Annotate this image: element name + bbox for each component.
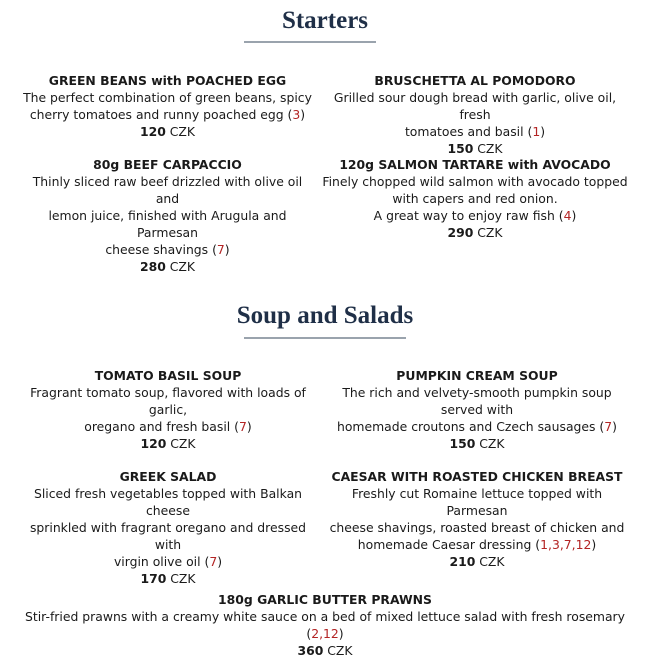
price-currency: CZK: [477, 141, 503, 156]
description-line: Fragrant tomato soup, flavored with loads of garlic,: [30, 385, 306, 417]
item-price: [320, 140, 630, 157]
allergen-codes: 4: [563, 208, 572, 223]
item-name: 180g GARLIC BUTTER PRAWNS: [218, 592, 432, 607]
item-description: Finely chopped wild salmon with avocado topped with capers and red onion. A great way to enjoy raw fish (4): [322, 174, 628, 223]
section-divider: [244, 337, 406, 339]
section-title-starters: Starters: [281, 7, 369, 34]
description-line: Sliced fresh vegetables topped with Balkan cheese: [33, 486, 303, 518]
price-amount: 120: [140, 436, 167, 451]
allergen-codes: 1: [532, 124, 541, 139]
description-line: homemade croutons and Czech sausages: [336, 419, 596, 434]
price-amount: 150: [449, 436, 476, 451]
price-currency: CZK: [479, 436, 505, 451]
item-price: [320, 224, 630, 241]
item-name: 120g SALMON TARTARE with AVOCADO: [339, 157, 611, 172]
menu-item: [18, 367, 318, 452]
section-divider: [244, 41, 376, 43]
item-name: CAESAR WITH ROASTED CHICKEN BREAST: [331, 469, 623, 484]
description-line: Freshly cut Romaine lettuce topped with Parmesan: [351, 486, 603, 518]
price-currency: CZK: [327, 643, 353, 658]
description-line: lemon juice, finished with Arugula and Parmesan: [48, 208, 287, 240]
item-name: TOMATO BASIL SOUP: [94, 368, 242, 383]
item-description: Grilled sour dough bread with garlic, olive oil, fresh tomatoes and basil (1): [333, 90, 617, 139]
description-line: tomatoes and basil: [404, 124, 524, 139]
description-line: Grilled sour dough bread with garlic, olive oil, fresh: [333, 90, 617, 122]
menu-item: [320, 72, 630, 157]
price-currency: CZK: [169, 124, 196, 139]
price-amount: 360: [297, 643, 324, 658]
price-amount: 210: [449, 554, 476, 569]
item-description: The rich and velvety-smooth pumpkin soup served with homemade croutons and Czech sausages (7): [336, 385, 617, 434]
allergen-codes: 1,3,7,12: [540, 537, 592, 552]
description-line: cherry tomatoes and runny poached egg: [29, 107, 284, 122]
item-name: BRUSCHETTA AL POMODORO: [374, 73, 576, 88]
description-line: cheese shavings, roasted breast of chicken and: [329, 520, 625, 535]
item-description: Stir-fried prawns with a creamy white sauce on a bed of mixed lettuce salad with fresh rosemary (2,12): [25, 609, 625, 641]
description-line: A great way to enjoy raw fish: [373, 208, 555, 223]
item-name: GREEN BEANS with POACHED EGG: [48, 73, 287, 88]
description-line: The rich and velvety-smooth pumpkin soup served with: [342, 385, 612, 417]
menu-item: [18, 468, 318, 587]
menu-item: [10, 591, 640, 659]
description-line: cheese shavings: [105, 242, 209, 257]
item-price: [10, 642, 640, 659]
allergen-codes: 7: [216, 242, 225, 257]
menu-item: [320, 156, 630, 241]
price-amount: 150: [447, 141, 474, 156]
item-price: [320, 553, 634, 570]
description-line: Stir-fried prawns with a creamy white sauce on a bed of mixed lettuce salad with fresh rosemary: [25, 609, 625, 624]
menu-item: [320, 367, 634, 452]
price-currency: CZK: [170, 436, 196, 451]
item-name: 80g BEEF CARPACCIO: [93, 157, 242, 172]
item-description: The perfect combination of green beans, spicy cherry tomatoes and runny poached egg (3): [23, 90, 312, 122]
allergen-codes: 2,12: [311, 626, 339, 641]
item-price: [320, 435, 634, 452]
item-price: [20, 123, 315, 140]
price-currency: CZK: [169, 259, 196, 274]
price-currency: CZK: [170, 571, 196, 586]
description-line: The perfect combination of green beans, spicy: [23, 90, 312, 105]
menu-item: [20, 156, 315, 275]
item-description: Thinly sliced raw beef drizzled with olive oil and lemon juice, finished with Arugula and Parmesan cheese shavings (7): [32, 174, 303, 257]
menu-item: [20, 72, 315, 140]
section-title-soup-and-salads: Soup and Salads: [236, 302, 414, 329]
description-line: with capers and red onion.: [392, 191, 558, 206]
price-amount: 290: [447, 225, 474, 240]
item-description: Sliced fresh vegetables topped with Balkan cheese sprinkled with fragrant oregano and dressed with virgin olive oil (7): [29, 486, 307, 569]
item-name: GREEK SALAD: [119, 469, 217, 484]
allergen-codes: 7: [209, 554, 218, 569]
description-line: homemade Caesar dressing: [357, 537, 532, 552]
description-line: virgin olive oil: [113, 554, 201, 569]
item-description: Freshly cut Romaine lettuce topped with Parmesan cheese shavings, roasted breast of chicken and homemade Caesar dressing (1,3,7,12): [329, 486, 625, 552]
price-currency: CZK: [479, 554, 505, 569]
allergen-codes: 7: [604, 419, 613, 434]
item-price: [18, 435, 318, 452]
menu-item: [320, 468, 634, 570]
price-amount: 170: [140, 571, 167, 586]
allergen-codes: 3: [292, 107, 301, 122]
item-name: PUMPKIN CREAM SOUP: [396, 368, 558, 383]
price-currency: CZK: [477, 225, 503, 240]
item-price: [20, 258, 315, 275]
description-line: oregano and fresh basil: [84, 419, 231, 434]
description-line: Thinly sliced raw beef drizzled with olive oil and: [32, 174, 303, 206]
description-line: Finely chopped wild salmon with avocado topped: [322, 174, 628, 189]
allergen-codes: 7: [239, 419, 247, 434]
price-amount: 120: [139, 124, 166, 139]
item-description: Fragrant tomato soup, flavored with loads of garlic, oregano and fresh basil (7): [30, 385, 306, 434]
item-price: [18, 570, 318, 587]
description-line: sprinkled with fragrant oregano and dressed with: [29, 520, 307, 552]
price-amount: 280: [139, 259, 166, 274]
